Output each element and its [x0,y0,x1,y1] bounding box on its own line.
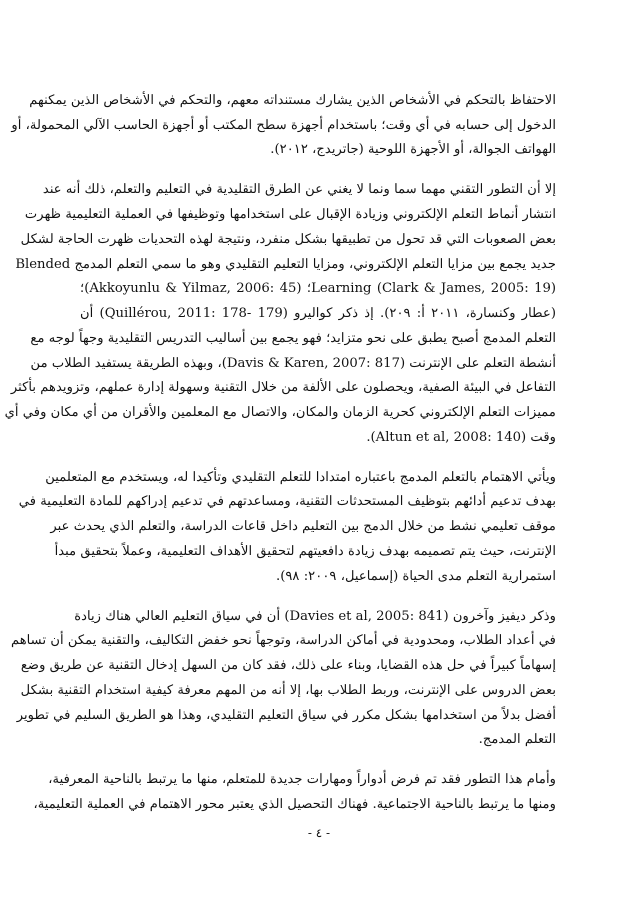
text-line: إسهاماً كبيراً في حل هذه القضايا، وبناء على ذلك، فقد كان من السهل إدخال التقنية عن طريق وضع [20,658,556,674]
text-line: التعلم المدمج. [478,732,556,748]
text-line: الهواتف الجوالة، أو الأجهزة اللوحية (جاتريدج، ٢٠١٢). [270,142,556,158]
text-line: استمرارية التعلم مدى الحياة (إسماعيل، ٢٠٠٩: ٩٨). [276,568,556,584]
text-line: مميزات التعلم الإلكتروني كحرية الزمان والمكان، والاتصال مع المعلمين والأقران من أي مكان وفي أي [4,405,556,421]
text-line: وقت (Altun et al, 2008: 140). [366,429,556,445]
text-line: الاحتفاظ بالتحكم في الأشخاص الذين يشارك مستنداته معهم، والتحكم في الأشخاص الذين يمكنهم [29,93,556,108]
text-line: ويأتي الاهتمام بالتعلم المدمج باعتباره امتدادا للتعلم التقليدي وتأكيدا له، ويستخدم مع المتعلمين [45,469,556,485]
text-line: بهدف تدعيم أدائهم بتوظيف المستحدثات التقنية، ومساعدتهم في تدعيم إدراكهم للمادة التعليمية في [18,494,556,510]
text-line: بعض الدروس على الإنترنت، وربط الطلاب بها، إلا أنه من المهم معرفة كيفية استخدام التقنية بشكل [20,682,556,698]
text-line: Learning (Clark & James, 2005: 19)؛ (Akkoyunlu & Yilmaz, 2006: 45)؛ [80,281,556,297]
text-line: بعض الصعوبات التي قد تحول من تطبيقها بشكل منفرد، ونتيجة لهذه التحديات ظهرت الحاجة لشكل [20,231,556,247]
page-number: - ٤ - [307,826,331,840]
text-line: موقف تعليمي نشط من خلال الدمج بين التعليم داخل قاعات الدراسة، والتعلم الذي يحدث عبر [50,519,556,535]
text-line: ومنها ما يرتبط بالناحية الاجتماعية. فهناك التحصيل الذي يعتبر محور الاهتمام في العملية التعليمية، [33,797,556,812]
text-line: الدخول إلى حسابه في أي وقت؛ باستخدام أجهزة سطح المكتب أو أجهزة الحاسب الآلي المحمولة، أو [11,117,556,133]
text-line: (عطار وكنسارة، ٢٠١١ أ: ٢٠٩). إذ ذكر كواليرو (Quillérou, 2011: 178- 179) أن [80,306,556,322]
text-line: وذكر ديفيز وآخرون (Davies et al, 2005: 841) أن في سياق التعليم العالي هناك زيادة [74,608,556,624]
text-line: وأمام هذا التطور فقد تم فرض أدواراً ومهارات جديدة للمتعلم، منها ما يرتبط بالناحية المعرفية، [48,772,556,788]
text-line: التعلم المدمج أصبح يطبق على نحو متزايد؛ فهو يجمع بين أساليب التدريس التقليدية وجهاً لوجه مع [30,330,556,346]
text-line: انتشار أنماط التعلم الإلكتروني وزيادة الإقبال على استخدامها وتوظيفها في العملية التعليمية ظهرت [24,207,556,223]
text-line: أنشطة التعلم على الإنترنت (Davis & Karen, 2007: 817)، وبهذه الطريقة يستفيد الطلاب من [30,355,556,371]
text-line: في أعداد الطلاب، ومحدودية في أماكن الدراسة، وتوجهاً نحو خفض التكاليف، والتقنية يمكن أن تساهم [10,633,556,649]
text-line: جديد يجمع بين مزايا التعلم الإلكتروني، ومزايا التعليم التقليدي وهو ما سمي التعلم المدمج Blended [15,256,556,272]
text-line: إلا أن التطور التقني مهما سما ونما لا يغني عن الطرق التقليدية في التعليم والتعلم، ذلك أنه عند [42,182,556,198]
text-line: التفاعل في البيئة الصفية، ويحصلون على الألفة من خلال التقنية وسهولة إدارة عملهم، وتزويدهم بأكثر [10,380,556,396]
text-line: أفضل بدلاً من استخدامها بشكل مكرر في سياق التعليم التقليدي، وهذا هو الطريق السليم في تطوير [16,707,556,723]
text-line: الإنترنت، حيث يتم تصميمه بهدف زيادة دافعيتهم لتحقيق الأهداف التعليمية، وعملاً بتحقيق مبدأ [54,543,556,559]
